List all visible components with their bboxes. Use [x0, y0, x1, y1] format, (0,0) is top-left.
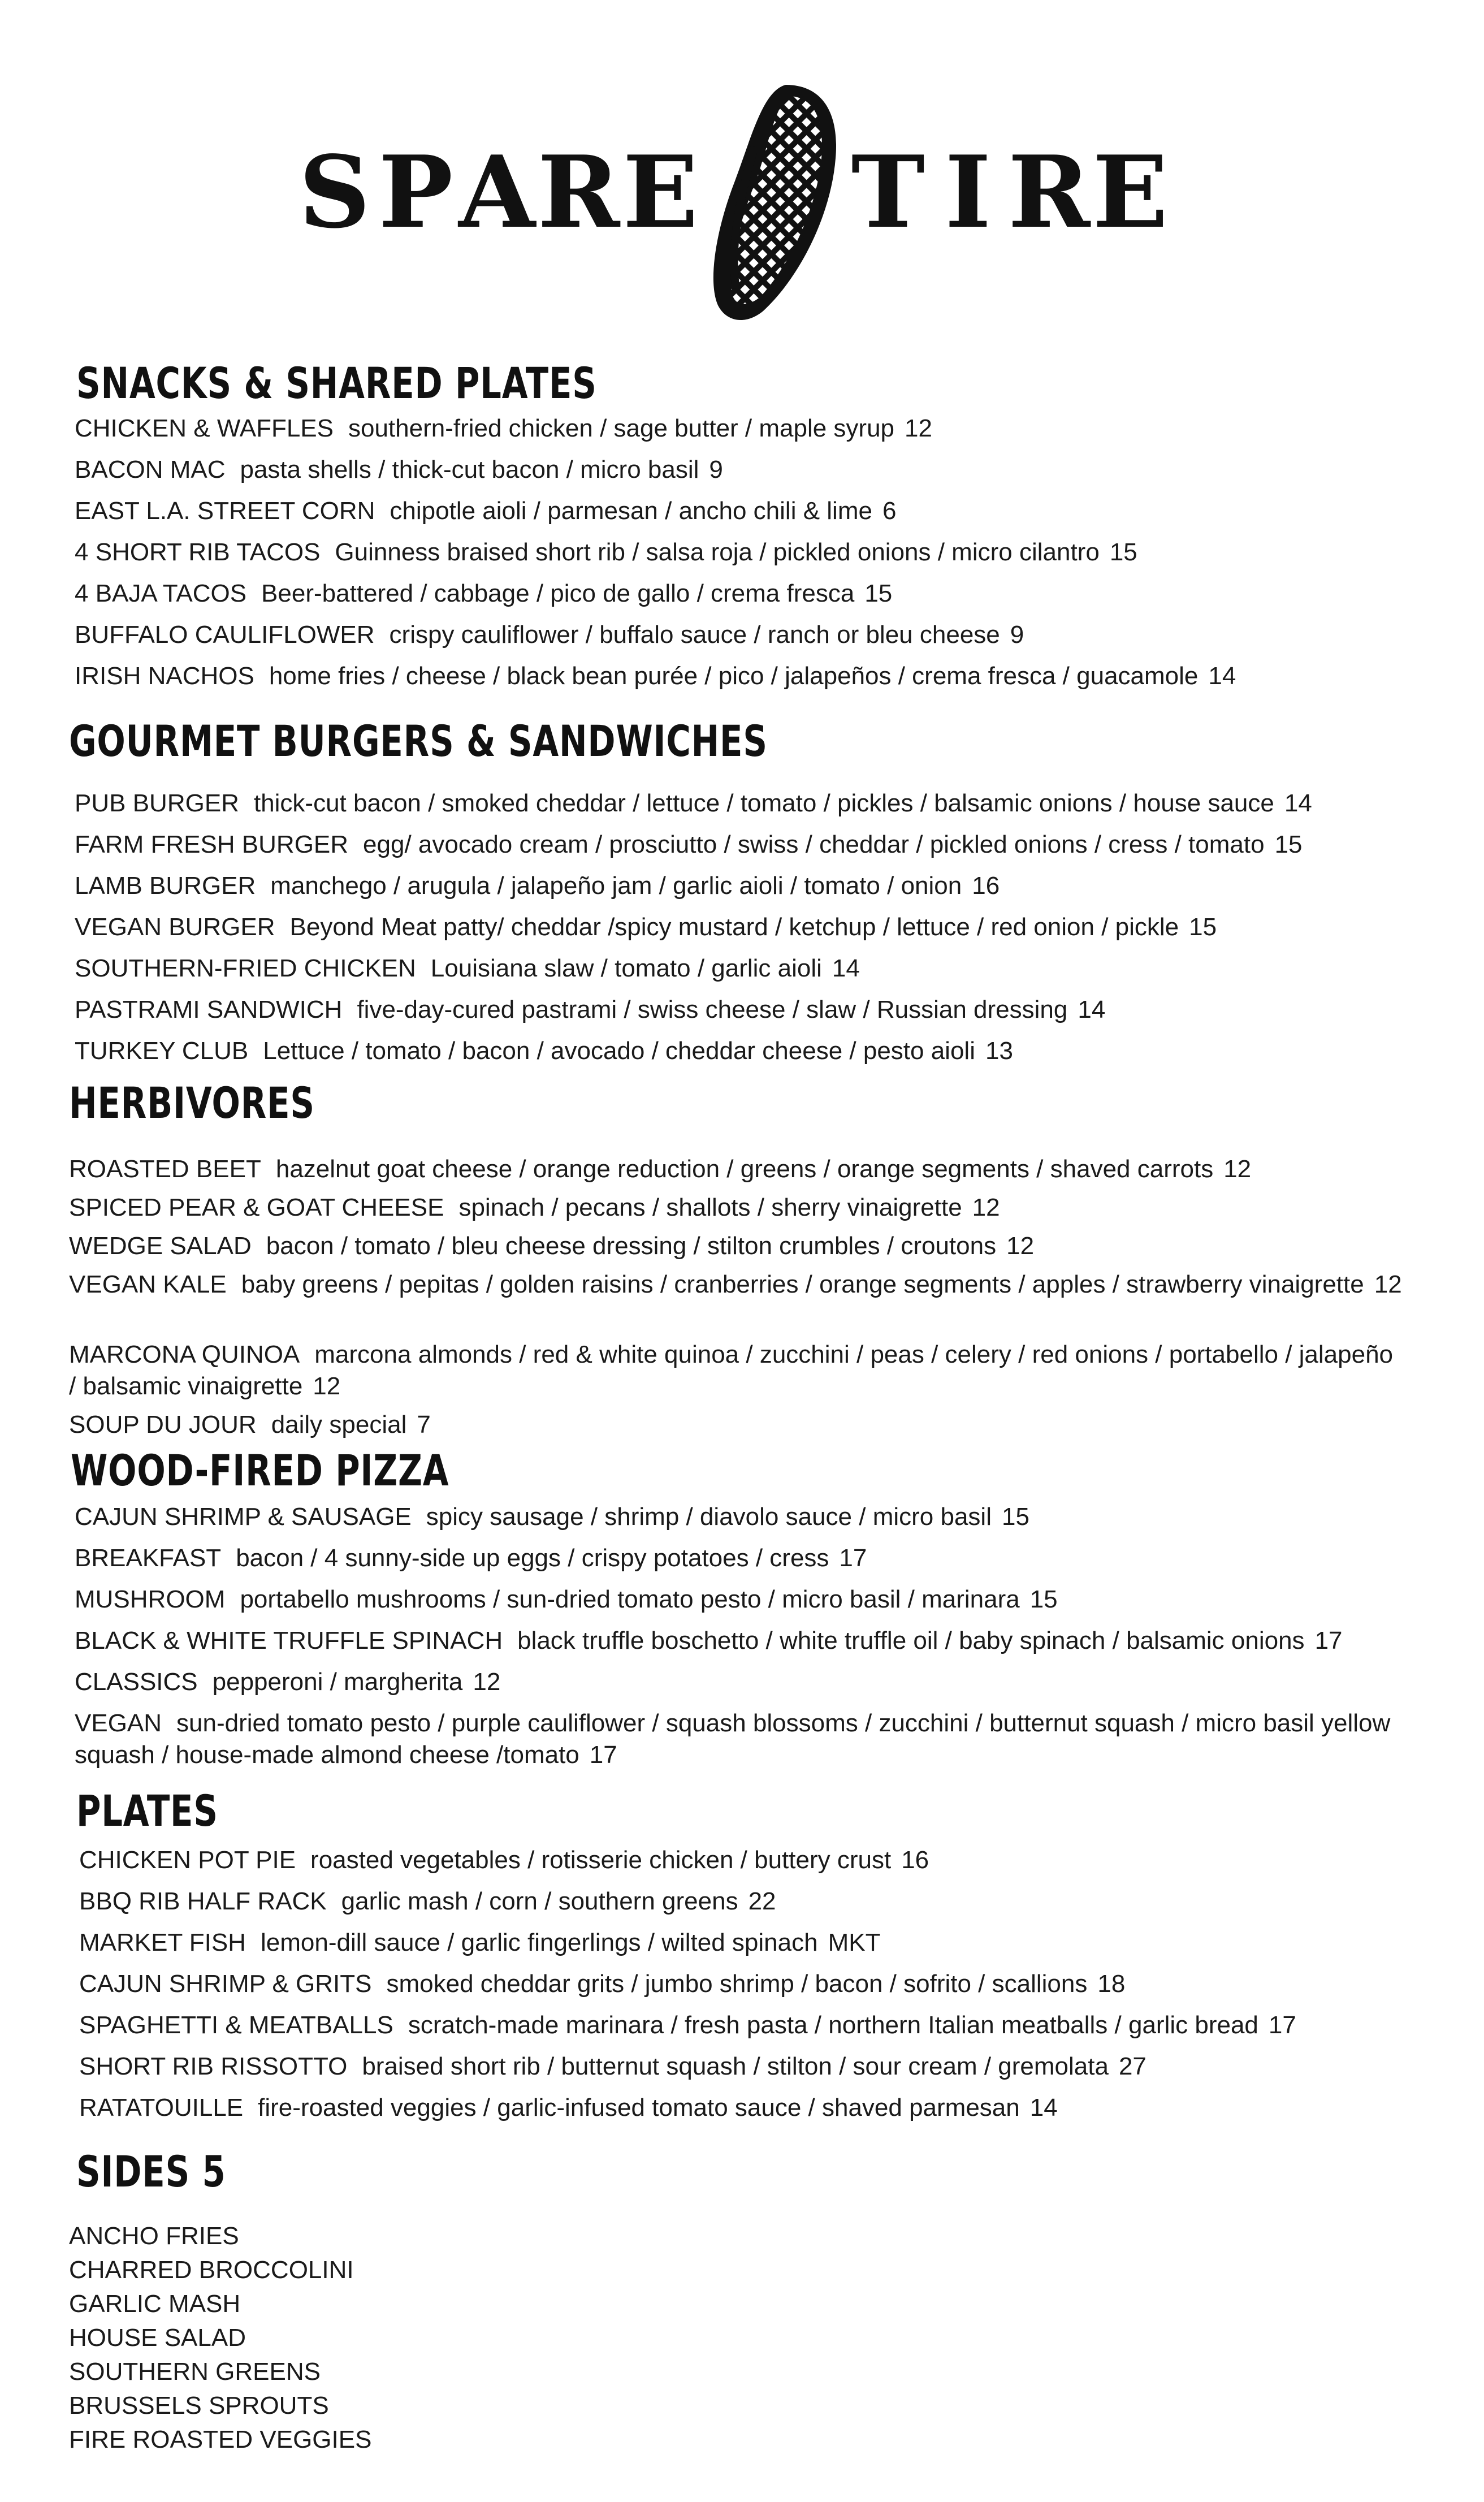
- item-name: CHICKEN & WAFFLES: [75, 414, 334, 442]
- item-name: 4 SHORT RIB TACOS: [75, 538, 321, 566]
- item-description: southern-fried chicken / sage butter / maple syrup: [348, 414, 895, 442]
- item-price: 17: [589, 1741, 617, 1769]
- item-name: IRISH NACHOS: [75, 662, 254, 690]
- item-name: SPICED PEAR & GOAT CHEESE: [69, 1194, 444, 1221]
- item-description: Beyond Meat patty/ cheddar /spicy mustard / ketchup / lettuce / red onion / pickle: [289, 913, 1179, 941]
- item-description: fire-roasted veggies / garlic-infused tomato sauce / shaved parmesan: [258, 2094, 1020, 2121]
- item-description: scratch-made marinara / fresh pasta / northern Italian meatballs / garlic bread: [408, 2011, 1258, 2039]
- menu-item: [69, 1339, 1403, 1402]
- item-price: 22: [748, 1887, 776, 1915]
- menu-item: [79, 1886, 776, 1917]
- menu-item: [75, 994, 1105, 1026]
- menu-item: [75, 1542, 867, 1574]
- item-name: EAST L.A. STREET CORN: [75, 497, 375, 525]
- item-name: VEGAN: [75, 1709, 162, 1737]
- tire-icon: [701, 79, 848, 328]
- menu-item: [79, 1927, 880, 1959]
- side-item: SOUTHERN GREENS: [69, 2358, 321, 2386]
- item-name: LAMB BURGER: [75, 872, 256, 900]
- item-name: MUSHROOM: [75, 1585, 226, 1613]
- logo-letter: T: [851, 134, 925, 250]
- item-price: 17: [839, 1544, 867, 1572]
- item-name: PASTRAMI SANDWICH: [75, 996, 343, 1023]
- menu-item: [79, 2092, 1058, 2124]
- item-price: 17: [1268, 2011, 1296, 2039]
- item-name: CHICKEN POT PIE: [79, 1846, 296, 1874]
- side-item: HOUSE SALAD: [69, 2324, 246, 2352]
- item-description: lemon-dill sauce / garlic fingerlings / wilted spinach: [261, 1929, 818, 1956]
- item-name: WEDGE SALAD: [69, 1232, 252, 1260]
- item-description: pepperoni / margherita: [212, 1668, 463, 1696]
- menu-item: [75, 660, 1236, 692]
- menu-item: [75, 454, 723, 486]
- item-price: 12: [1223, 1155, 1252, 1183]
- item-name: BUFFALO CAULIFLOWER: [75, 621, 375, 649]
- item-description: black truffle boschetto / white truffle oil / baby spinach / balsamic onions: [517, 1627, 1305, 1654]
- menu-item: [79, 1968, 1125, 2000]
- item-name: SHORT RIB RISSOTTO: [79, 2052, 348, 2080]
- section-heading-snacks: SNACKS & SHARED PLATES: [76, 358, 597, 408]
- menu-item: [75, 537, 1137, 568]
- side-item: FIRE ROASTED VEGGIES: [69, 2426, 372, 2453]
- item-description: five-day-cured pastrami / swiss cheese / slaw / Russian dressing: [357, 996, 1068, 1023]
- item-description: pasta shells / thick-cut bacon / micro basil: [240, 456, 699, 483]
- item-description: thick-cut bacon / smoked cheddar / lettuce / tomato / pickles / balsamic onions / house sauce: [253, 789, 1274, 817]
- item-name: MARCONA QUINOA: [69, 1341, 300, 1368]
- menu-item: [69, 1269, 1403, 1300]
- item-description: roasted vegetables / rotisserie chicken / buttery crust: [310, 1846, 892, 1874]
- item-description: egg/ avocado cream / prosciutto / swiss / cheddar / pickled onions / cress / tomato: [363, 831, 1265, 858]
- menu-item: [75, 788, 1312, 819]
- menu-item: [75, 1035, 1013, 1067]
- item-price: 14: [1208, 662, 1236, 690]
- side-item: ANCHO FRIES: [69, 2222, 239, 2250]
- item-price: 7: [417, 1411, 431, 1438]
- item-description: hazelnut goat cheese / orange reduction / greens / orange segments / shaved carrots: [275, 1155, 1214, 1183]
- item-name: TURKEY CLUB: [75, 1037, 249, 1065]
- item-name: SOUTHERN-FRIED CHICKEN: [75, 954, 416, 982]
- side-item: BRUSSELS SPROUTS: [69, 2392, 329, 2419]
- menu-item: [75, 578, 892, 610]
- item-description: Beer-battered / cabbage / pico de gallo / crema fresca: [261, 580, 855, 607]
- item-name: VEGAN BURGER: [75, 913, 275, 941]
- menu-item: [75, 1708, 1409, 1771]
- section-heading-burgers: GOURMET BURGERS & SANDWICHES: [69, 716, 768, 766]
- item-name: CAJUN SHRIMP & GRITS: [79, 1970, 372, 1998]
- item-price: 14: [1284, 789, 1312, 817]
- logo-letter: R: [537, 134, 620, 250]
- item-name: CAJUN SHRIMP & SAUSAGE: [75, 1503, 412, 1531]
- logo-letter: A: [458, 134, 535, 250]
- menu-item: [75, 911, 1217, 943]
- item-description: bacon / 4 sunny-side up eggs / crispy potatoes / cress: [236, 1544, 829, 1572]
- item-description: daily special: [271, 1411, 407, 1438]
- logo-letter: P: [378, 134, 453, 250]
- item-price: 14: [1078, 996, 1106, 1023]
- item-description: portabello mushrooms / sun-dried tomato pesto / micro basil / marinara: [240, 1585, 1020, 1613]
- item-name: BBQ RIB HALF RACK: [79, 1887, 327, 1915]
- item-description: marcona almonds / red & white quinoa / zucchini / peas / celery / red onions / portabello / jalapeño / balsamic vinaigrette: [69, 1341, 1394, 1400]
- menu-item: [69, 1230, 1034, 1262]
- logo: [0, 79, 1484, 328]
- item-price: 9: [709, 456, 723, 483]
- item-description: chipotle aioli / parmesan / ancho chili & lime: [390, 497, 872, 525]
- menu-item: [75, 1501, 1029, 1533]
- item-description: Guinness braised short rib / salsa roja / pickled onions / micro cilantro: [335, 538, 1100, 566]
- item-description: bacon / tomato / bleu cheese dressing / stilton crumbles / croutons: [266, 1232, 997, 1260]
- menu-item: [75, 619, 1024, 651]
- menu-item: [69, 1192, 1000, 1224]
- item-description: crispy cauliflower / buffalo sauce / ranch or bleu cheese: [389, 621, 1000, 649]
- logo-letter: E: [1092, 134, 1168, 250]
- item-price: 12: [473, 1668, 501, 1696]
- item-price: 13: [985, 1037, 1013, 1065]
- item-price: 16: [901, 1846, 929, 1874]
- item-price: 12: [905, 414, 932, 442]
- menu-item: [75, 495, 896, 527]
- item-price: 12: [1006, 1232, 1035, 1260]
- item-name: ROASTED BEET: [69, 1155, 261, 1183]
- item-name: RATATOUILLE: [79, 2094, 244, 2121]
- side-item: GARLIC MASH: [69, 2290, 241, 2318]
- item-description: baby greens / pepitas / golden raisins / cranberries / orange segments / apples / strawberry vinaigrette: [241, 1271, 1364, 1298]
- menu-item: [75, 1584, 1058, 1615]
- item-name: 4 BAJA TACOS: [75, 580, 247, 607]
- item-price: 15: [1109, 538, 1137, 566]
- item-price: 6: [882, 497, 897, 525]
- logo-word-tire: [848, 130, 1170, 254]
- item-description: Louisiana slaw / tomato / garlic aioli: [430, 954, 822, 982]
- item-price: 16: [972, 872, 1000, 900]
- item-description: manchego / arugula / jalapeño jam / garlic aioli / tomato / onion: [270, 872, 962, 900]
- item-price: MKT: [828, 1929, 881, 1956]
- item-name: MARKET FISH: [79, 1929, 246, 1956]
- item-name: BACON MAC: [75, 456, 226, 483]
- menu-item: [69, 1409, 431, 1441]
- item-price: 12: [972, 1194, 1000, 1221]
- item-name: CLASSICS: [75, 1668, 198, 1696]
- menu-item: [79, 2010, 1296, 2041]
- menu-item: [75, 1666, 500, 1698]
- item-price: 15: [864, 580, 893, 607]
- item-name: BLACK & WHITE TRUFFLE SPINACH: [75, 1627, 503, 1654]
- menu-item: [75, 829, 1303, 861]
- menu-item: [75, 1625, 1343, 1657]
- item-description: sun-dried tomato pesto / purple cauliflower / squash blossoms / zucchini / butternut squash / micro basil yellow squash / house-made almond cheese /tomato: [75, 1709, 1391, 1769]
- item-price: 15: [1029, 1585, 1058, 1613]
- section-heading-sides: SIDES 5: [76, 2146, 226, 2197]
- item-description: smoked cheddar grits / jumbo shrimp / bacon / sofrito / scallions: [386, 1970, 1088, 1998]
- item-description: braised short rib / butternut squash / stilton / sour cream / gremolata: [362, 2052, 1109, 2080]
- menu-item: [79, 2051, 1146, 2082]
- logo-letter: S: [298, 134, 371, 250]
- item-name: BREAKFAST: [75, 1544, 222, 1572]
- logo-word-spare: [294, 130, 701, 254]
- logo-letter: R: [1008, 134, 1091, 250]
- item-description: Lettuce / tomato / bacon / avocado / cheddar cheese / pesto aioli: [263, 1037, 975, 1065]
- item-price: 15: [1189, 913, 1217, 941]
- menu-item: [75, 870, 1000, 902]
- item-price: 12: [1374, 1271, 1402, 1298]
- menu-item: [69, 1153, 1251, 1185]
- section-heading-pizza: WOOD-FIRED PIZZA: [71, 1445, 449, 1496]
- item-description: spicy sausage / shrimp / diavolo sauce / micro basil: [426, 1503, 992, 1531]
- item-price: 17: [1314, 1627, 1343, 1654]
- item-price: 12: [313, 1372, 341, 1400]
- menu-item: [75, 953, 860, 984]
- logo-letter: E: [622, 134, 698, 250]
- menu-item: [79, 1844, 929, 1876]
- item-price: 9: [1010, 621, 1024, 649]
- item-name: VEGAN KALE: [69, 1271, 227, 1298]
- logo-letter: I: [945, 134, 992, 250]
- item-description: spinach / pecans / shallots / sherry vinaigrette: [458, 1194, 962, 1221]
- item-price: 18: [1097, 1970, 1126, 1998]
- menu-item: [75, 413, 932, 444]
- item-price: 15: [1001, 1503, 1029, 1531]
- side-item: CHARRED BROCCOLINI: [69, 2256, 354, 2284]
- item-price: 14: [832, 954, 860, 982]
- item-description: home fries / cheese / black bean purée / pico / jalapeños / crema fresca / guacamole: [269, 662, 1199, 690]
- item-price: 14: [1029, 2094, 1058, 2121]
- item-description: garlic mash / corn / southern greens: [341, 1887, 738, 1915]
- item-name: PUB BURGER: [75, 789, 239, 817]
- item-price: 27: [1118, 2052, 1146, 2080]
- item-name: SOUP DU JOUR: [69, 1411, 257, 1438]
- section-heading-herbivores: HERBIVORES: [69, 1078, 315, 1128]
- item-name: SPAGHETTI & MEATBALLS: [79, 2011, 393, 2039]
- section-heading-plates: PLATES: [76, 1786, 218, 1836]
- item-price: 15: [1274, 831, 1303, 858]
- item-name: FARM FRESH BURGER: [75, 831, 349, 858]
